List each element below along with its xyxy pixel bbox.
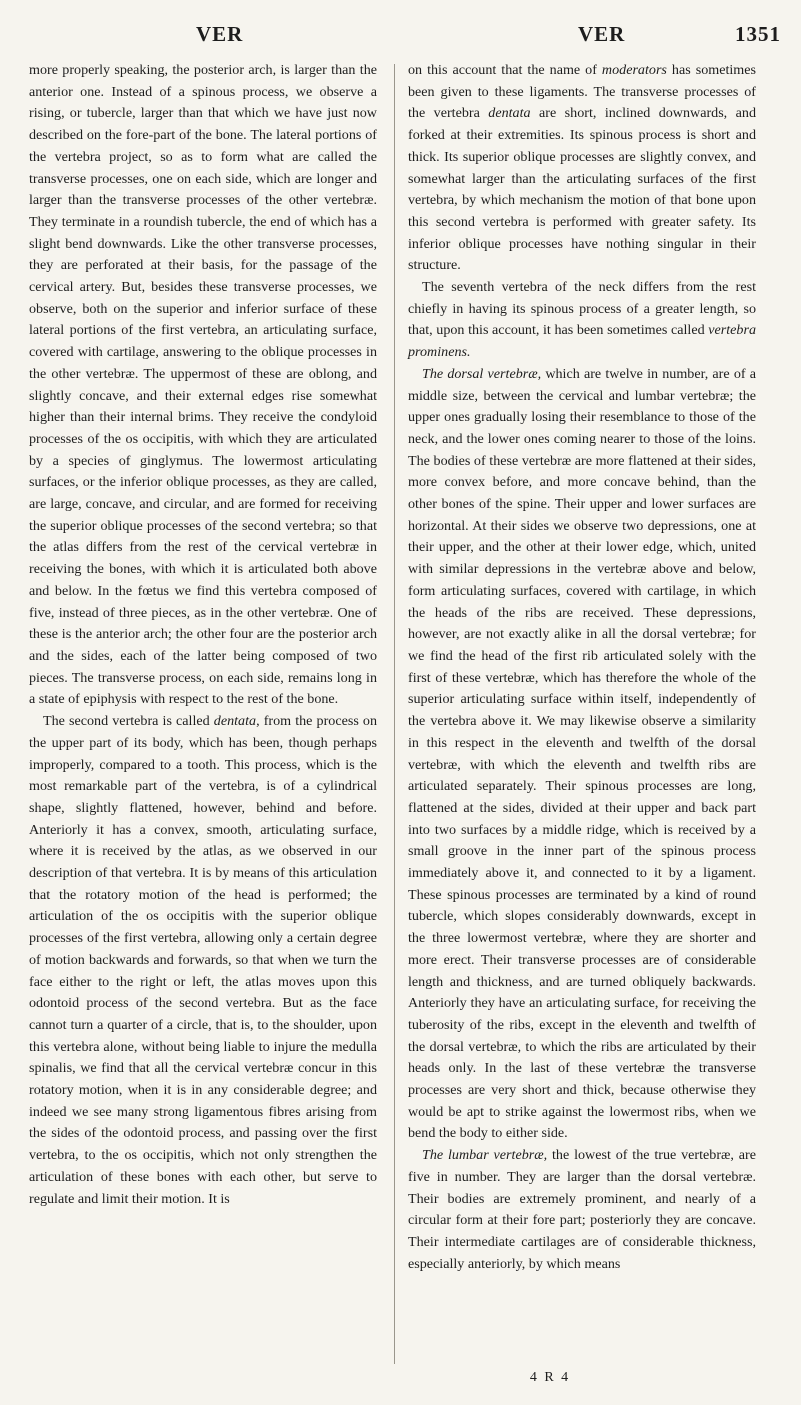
term-dentata: dentata — [213, 713, 257, 730]
paragraph-moderators: on this account that the name of moderators has sometimes been given to these ligaments. The transverse processes of the vertebra dentata are short, inclined downwards, and forked at their extremities. Its spinous process is short and thick. Its superior oblique processes are slightly convex, and somewhat larger than the articulating surfaces of the first vertebra, by which mechanism the motion of that bone upon this second vertebra is performed with greater safety. Its inferior oblique processes have nothing singular in their structure. — [408, 62, 757, 274]
running-head — [0, 22, 801, 62]
paragraph-atlas-continued: more properly speaking, the posterior arch, is larger than the anterior one. Instead of a spinous process, we observe a rising, or tubercle, larger than that which we have just now described on the fore-part of the bone. The lateral portions of the vertebra project, so as to form what are called the transverse processes, one on each side, which are longer and larger than the transverse processes of the other vertebræ. They terminate in a roundish tubercle, the end of which has a slight bend downwards. Like the other transverse processes, they are perforated at their basis, for the passage of the cervical artery. But, besides these transverse processes, we observe, both on the superior and inferior surface of these lateral portions of the first vertebra, an articulating surface, covered with cartilage, answering to the oblique processes in the other vertebræ. The uppermost of these are oblong, and slightly concave, and their external edges rise somewhat higher than their internal brims. They receive the condyloid processes of the os occipitis, with which they are articulated by a species of ginglymus. The lowermost articulating surfaces, or the inferior oblique processes, as they are called, are large, concave, and circular, and are formed for receiving the superior oblique processes of the second vertebra; so that the atlas differs from the rest of the cervical vertebræ in receiving the bones, with which it is articulated both above and below. In the fœtus we find this vertebra composed of five, instead of three pieces, as in the other vertebræ. One of these is the anterior arch; the other four are the posterior arch and the sides, each of the latter being composed of two pieces. The transverse process, on each side, remains long in a state of epiphysis with respect to the rest of the bone. — [29, 62, 377, 708]
term-moderators: moderators — [601, 62, 667, 78]
term-lumbar-vertebrae: The lumbar vertebræ, — [422, 1147, 548, 1164]
term-vertebra-prominens: vertebra prominens. — [408, 322, 756, 361]
paragraph-dorsal-vertebrae: The dorsal vertebræ, which are twelve in number, are of a middle size, between the cervical and lumbar vertebræ; the upper ones gradually losing their resemblance to those of the neck, and the lower ones coming nearer to those of the loins. The bodies of these vertebræ are more flattened at their sides, more convex before, and more concave behind, than the other bones of the spine. Their upper and lower surfaces are horizontal. At their sides we observe two depressions, one at their upper, and the other at their lower edge, which, united with similar depressions in the vertebræ above and below, form articulating surfaces, covered with cartilage, in which the heads of the ribs are received. These depressions, however, are not exactly alike in all the dorsal vertebræ; for we find the head of the first rib articulated solely with the first of these vertebræ, which has therefore the whole of the superior articulating surface within itself, independently of the vertebra above it. We may likewise observe a similarity in this respect in the eleventh and twelfth of the dorsal vertebræ, with which the eleventh and twelfth ribs are articulated separately. Their spinous processes are long, flattened at the sides, divided at their upper and back part into two surfaces by a middle ridge, which is received by a small groove in the inner part of the spinous process immediately above it, and connected to it by a ligament. These spinous processes are terminated by a kind of round tubercle, which slopes considerably downwards, except in the three lowermost vertebræ, where they are shorter and more erect. Their transverse processes are of considerable length and thickness, and are turned obliquely backwards. Anteriorly they have an articulating surface, for receiving the tuberosity of the ribs, except in the eleventh and twelfth of the dorsal vertebræ, to which the ribs are articulated by their heads only. In the last of these vertebræ the transverse processes are very short and thick, because otherwise they would be apt to strike against the lowermost ribs, when we bend the body to either side. — [408, 365, 756, 1142]
paragraph-seventh-vertebra: The seventh vertebra of the neck differs from the rest chiefly in having its spinous process of a greater length, so that, upon this account, it has been sometimes called vertebra prominens. — [408, 279, 756, 361]
signature-mark: 4 R 4 — [529, 1370, 571, 1385]
column-divider — [394, 64, 395, 1364]
running-head-left: VER — [196, 22, 244, 46]
right-column — [408, 60, 756, 1275]
term-dorsal-vertebrae: The dorsal vertebræ, — [422, 365, 542, 382]
paragraph-second-vertebra: The second vertebra is called dentata, from the process on the upper part of its body, which has been, though perhaps improperly, compared to a tooth. This process, which is the most remarkable part of the vertebra, is of a cylindrical shape, slightly flattened, however, behind and before. Anteriorly it has a convex, smooth, articulating surface, where it is received by the atlas, as we observed in our description of that vertebra. It is by means of this articulation that the rotatory motion of the head is performed; the articulation of the os occipitis with the superior oblique processes of the first vertebra, allowing only a certain degree of motion backwards and forwards, so that when we turn the face either to the right or left, the atlas moves upon this odontoid process of the second vertebra. But as the face cannot turn a quarter of a circle, that is, to the shoulder, upon this vertebra alone, without being liable to injure the medulla spinalis, we find that all the cervical vertebræ concur in this rotatory motion, when it is in any considerable degree; and indeed we see many strong ligamentous fibres arising from the sides of the odontoid process, and passing over the first vertebra, to the os occipitis, which not only strengthen the articulation of these bones with each other, but serve to regulate and limit their motion. It is — [29, 713, 378, 1207]
left-column — [29, 60, 377, 1210]
page-number: 1351 — [735, 22, 781, 46]
running-head-center: VER — [578, 22, 626, 46]
term-dentata: dentata — [488, 105, 531, 122]
paragraph-lumbar-vertebrae: The lumbar vertebræ, the lowest of the true vertebræ, are five in number. They are larger than the dorsal vertebræ. Their bodies are extremely prominent, and nearly of a circular form at their fore part; posteriorly they are concave. Their intermediate cartilages are of considerable thickness, especially anteriorly, by which means — [408, 1147, 756, 1272]
